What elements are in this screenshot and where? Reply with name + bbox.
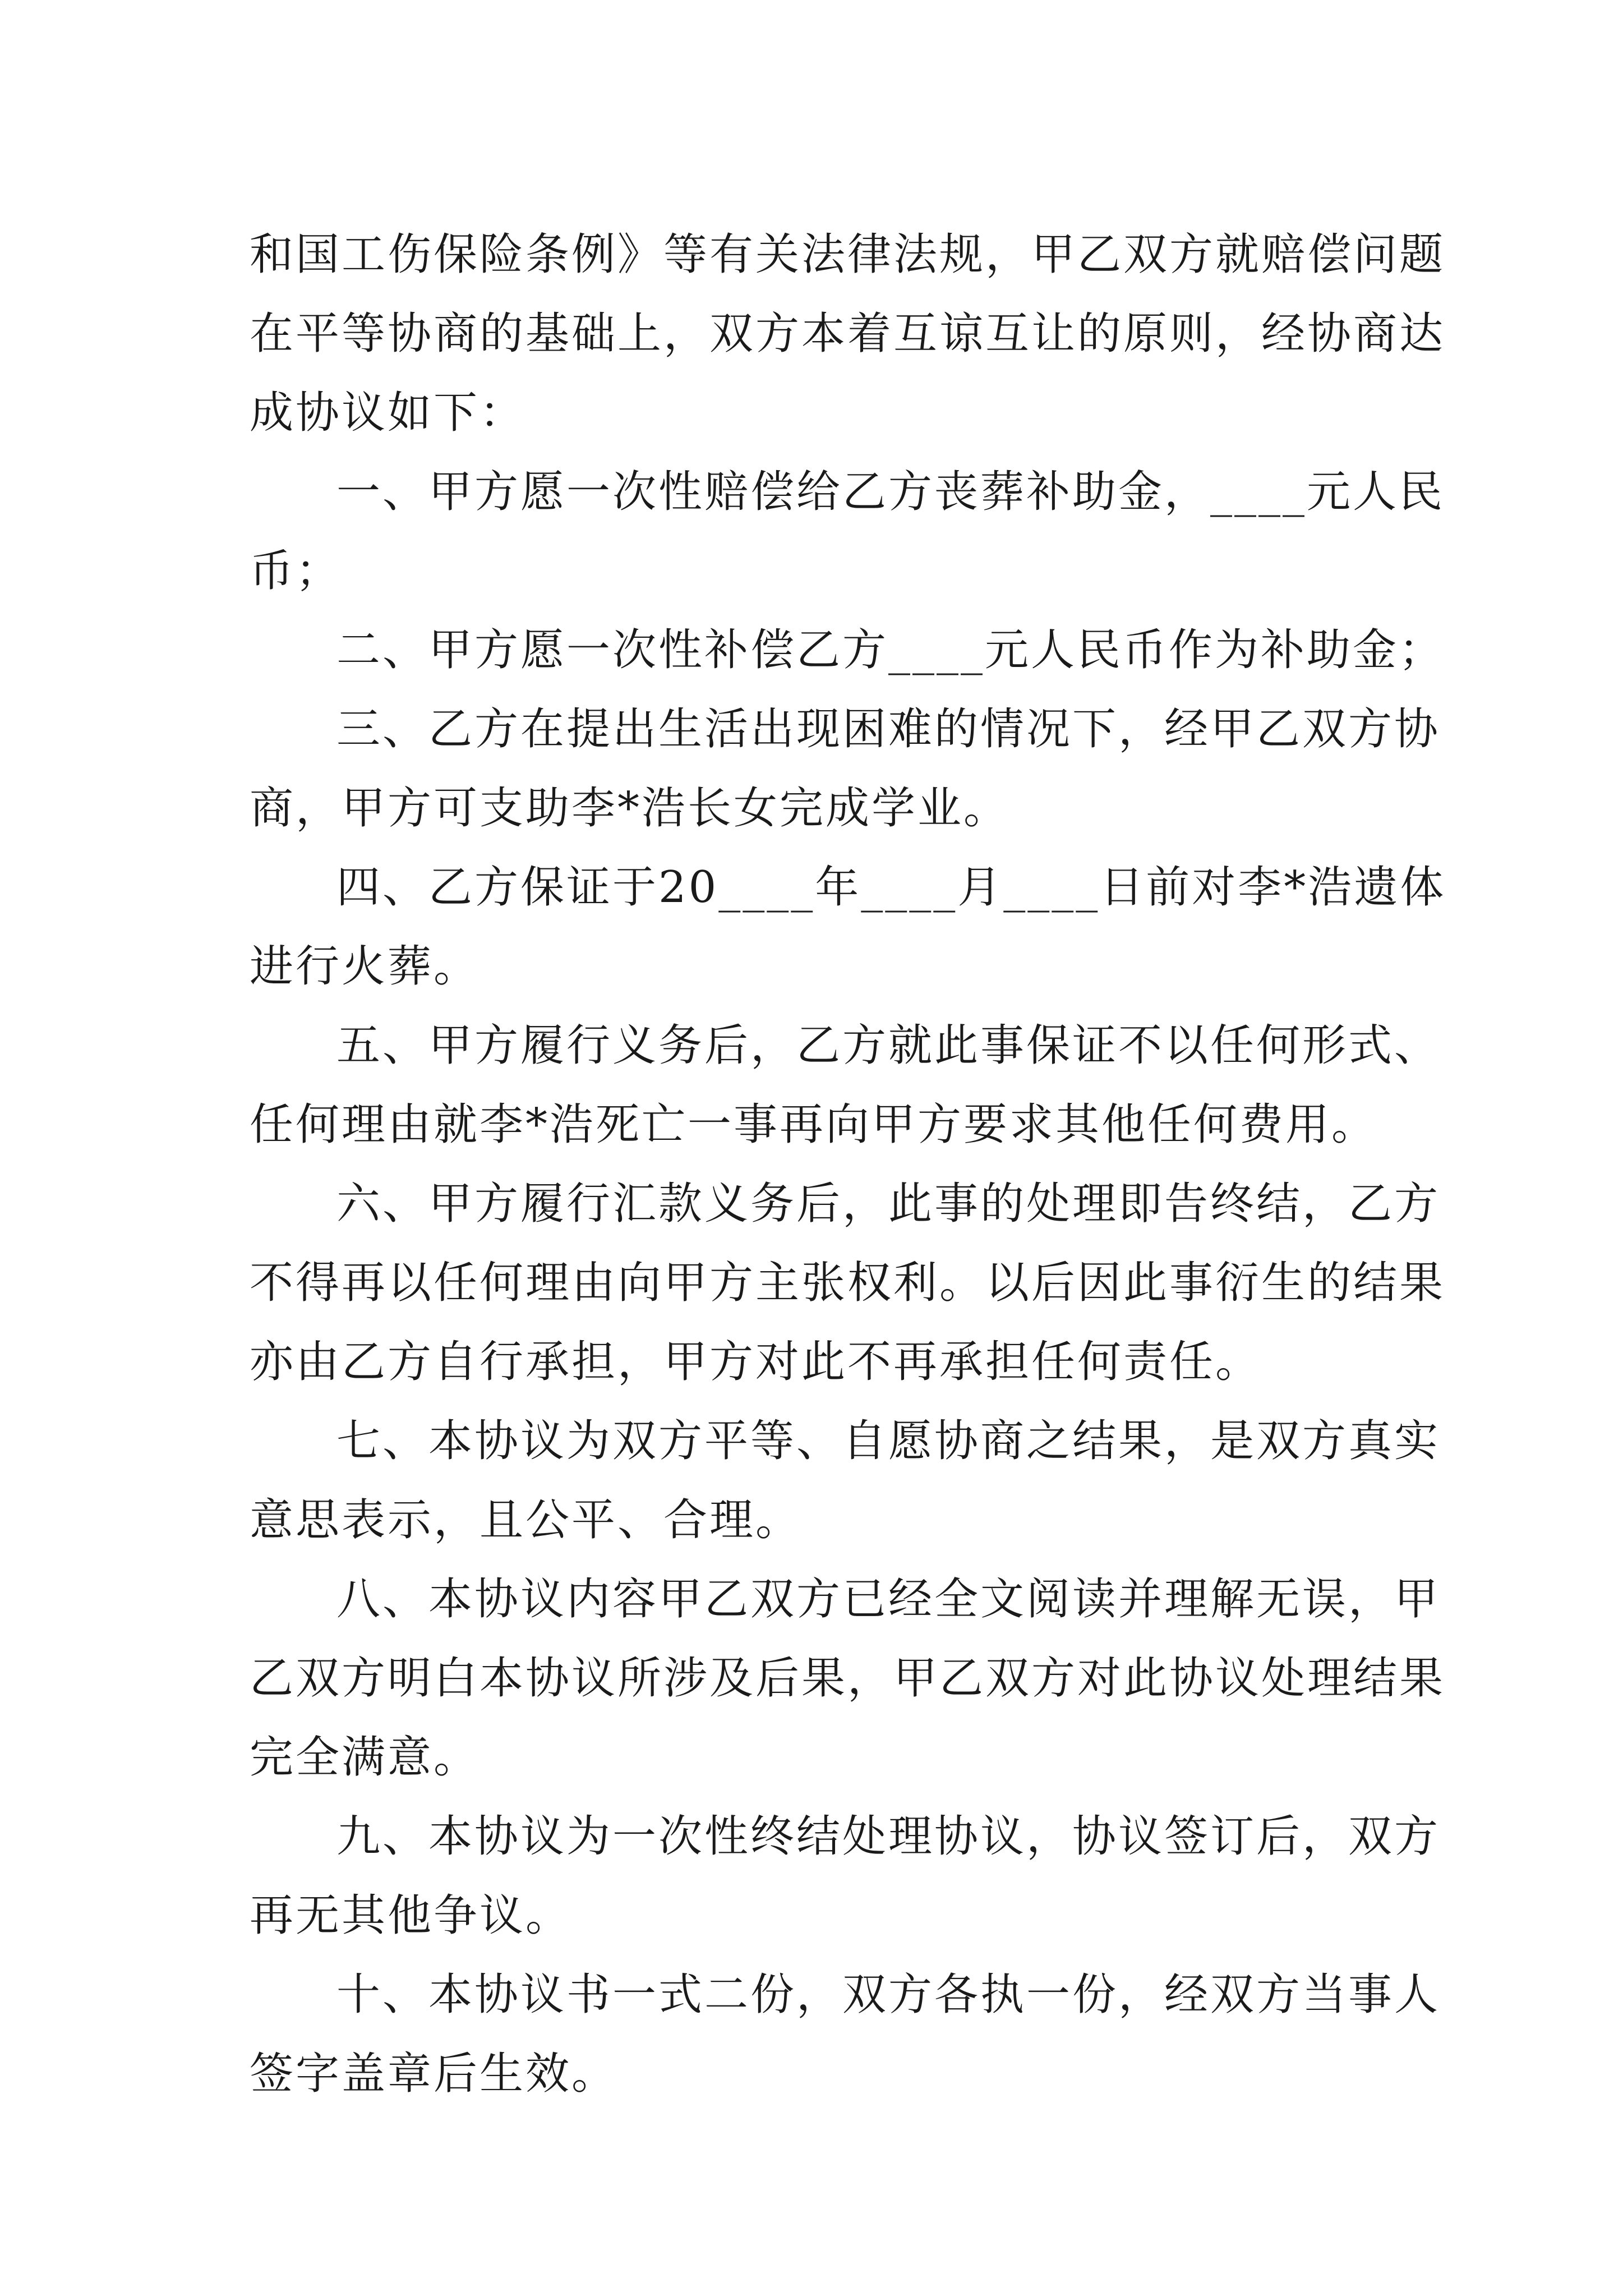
text-line: 进行火葬。 (250, 941, 480, 992)
clause-10-line: 十、本协议书一式二份，双方各执一份，经双方当事人 (336, 1970, 1441, 2020)
clause-2-line: 二、甲方愿一次性补偿乙方____元人民币作为补助金； (336, 625, 1445, 675)
agreement-body (250, 215, 1446, 2114)
text-line: 成协议如下： (250, 388, 526, 438)
clause-6-line: 六、甲方履行汇款义务后，此事的处理即告终结，乙方 (336, 1179, 1441, 1229)
clause-5-line: 五、甲方履行义务后，乙方就此事保证不以任何形式、 (336, 1020, 1441, 1071)
text-line: 和国工伤保险条例》等有关法律法规，甲乙双方就赔偿问题 (250, 229, 1446, 280)
clause-3-line: 三、乙方在提出生活出现困难的情况下，经甲乙双方协 (336, 704, 1441, 754)
clause-7-line: 七、本协议为双方平等、自愿协商之结果，是双方真实 (336, 1416, 1441, 1466)
text-line: 商，甲方可支助李*浩长女完成学业。 (250, 783, 1010, 834)
text-line: 亦由乙方自行承担，甲方对此不再承担任何责任。 (250, 1337, 1262, 1387)
text-line: 乙双方明白本协议所涉及后果，甲乙双方对此协议处理结果 (250, 1653, 1446, 1704)
text-line: 再无其他争议。 (250, 1890, 572, 1941)
text-line: 币； (250, 546, 342, 596)
clause-1-line: 一、甲方愿一次性赔偿给乙方丧葬补助金，____元人民 (336, 467, 1445, 517)
text-line: 完全满意。 (250, 1732, 480, 1783)
text-line: 任何理由就李*浩死亡一事再向甲方要求其他任何费用。 (250, 1099, 1378, 1150)
text-line: 在平等协商的基础上，双方本着互谅互让的原则，经协商达 (250, 309, 1446, 359)
text-line: 签字盖章后生效。 (250, 2049, 618, 2099)
clause-4-line: 四、乙方保证于20____年____月____日前对李*浩遗体 (336, 862, 1446, 913)
text-line: 意思表示，且公平、合理。 (250, 1495, 802, 1545)
clause-9-line: 九、本协议为一次性终结处理协议，协议签订后，双方 (336, 1811, 1441, 1862)
clause-8-line: 八、本协议内容甲乙双方已经全文阅读并理解无误，甲 (336, 1574, 1441, 1625)
text-line: 不得再以任何理由向甲方主张权利。以后因此事衍生的结果 (250, 1258, 1446, 1308)
